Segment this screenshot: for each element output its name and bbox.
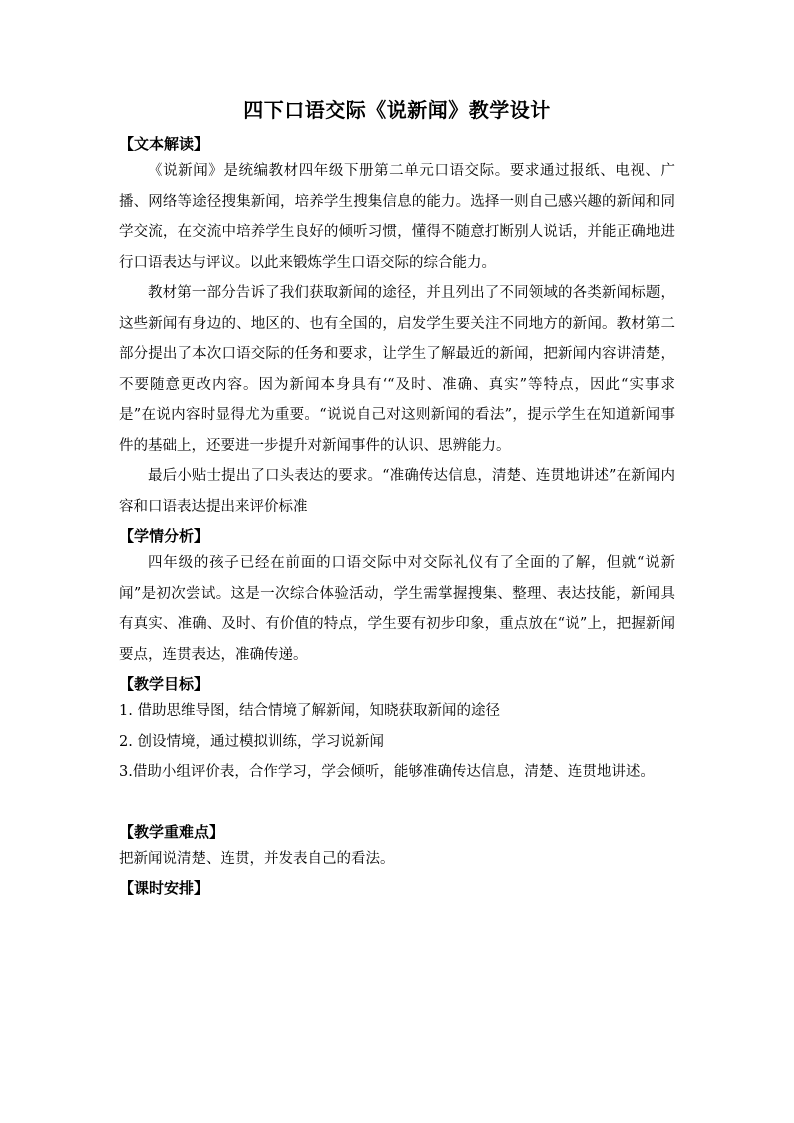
goal-item: 2. 创设情境，通过模拟训练，学习说新闻 — [119, 733, 384, 750]
section-text-reading — [119, 132, 675, 522]
document-title: 四下口语交际《说新闻》教学设计 — [243, 98, 551, 122]
paragraph: 最后小贴士提出了口头表达的要求。“准确传达信息，清楚、连贯地讲述”在新闻内容和口语表达提出来评价标准 — [119, 468, 675, 515]
paragraph: 教材第一部分告诉了我们获取新闻的途径，并且列出了不同领域的各类新闻标题，这些新闻有身边的、地区的、也有全国的，启发学生要关注不同地方的新闻。教材第二部分提出了本次口语交际的任务和要求，让学生了解最近的新闻，把新闻内容讲清楚，不要随意更改内容。因为新闻本身具有‘“及时、准确、真实”等特点，因此“实事求是”在说内容时显得尤为重要。“说说自己对这则新闻的看法”，提示学生在知道新闻事件的基础上，还要进一步提升对新闻事件的认识、思辨能力。 — [119, 285, 675, 454]
section-heading-student-analysis: 【学情分析】 — [119, 527, 210, 545]
section-heading-teaching-goals: 【教学目标】 — [119, 675, 210, 693]
section-key-points — [119, 820, 675, 875]
paragraph: 四年级的孩子已经在前面的口语交际中对交际礼仪有了全面的了解，但就“说新闻”是初次尝试。这是一次综合体验活动，学生需掌握搜集、整理、表达技能，新闻具有真实、准确、及时、有价值的特点，学生要有初步印象，重点放在“说”上，把握新闻要点，连贯表达，准确传递。 — [119, 555, 675, 663]
section-heading-text-reading: 【文本解读】 — [119, 135, 210, 153]
blank-line — [119, 788, 675, 818]
section-teaching-goals — [119, 672, 675, 788]
section-student-analysis — [119, 524, 675, 670]
section-heading-key-points: 【教学重难点】 — [119, 822, 225, 841]
document-page — [119, 96, 675, 900]
section-schedule — [119, 876, 675, 900]
section-heading-schedule: 【课时安排】 — [119, 879, 210, 897]
goal-item: 1. 借助思维导图，结合情境了解新闻，知晓获取新闻的途径 — [119, 703, 500, 719]
key-points-text: 把新闻说清楚、连贯，并发表自己的看法。 — [119, 850, 395, 867]
goal-item: 3.借助小组评价表，合作学习，学会倾听，能够准确传达信息，清楚、连贯地讲述。 — [119, 764, 655, 780]
paragraph: 《说新闻》是统编教材四年级下册第二单元口语交际。要求通过报纸、电视、广播、网络等途径搜集新闻，培养学生搜集信息的能力。选择一则自己感兴趣的新闻和同学交流，在交流中培养学生良好的倾听习惯，懂得不随意打断别人说话，并能正确地进行口语表达与评议。以此来锻炼学生口语交际的综合能力。 — [119, 163, 675, 271]
